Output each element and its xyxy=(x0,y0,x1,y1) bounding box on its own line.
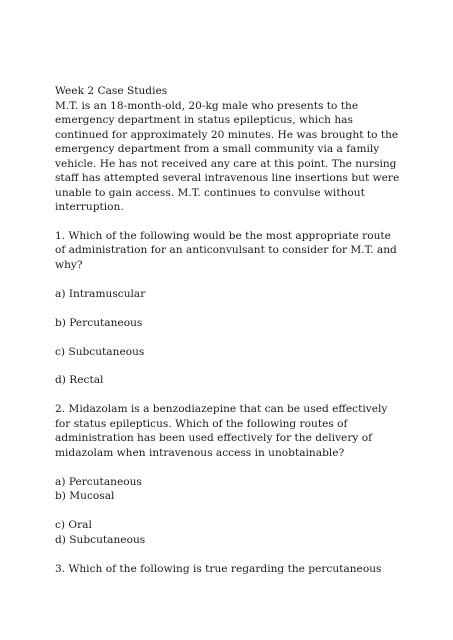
case-line: vehicle. He has not received any care at this point. The nursing xyxy=(55,157,397,170)
answer-option: b) Mucosal xyxy=(55,490,115,503)
answer-option: b) Percutaneous xyxy=(55,316,143,329)
case-line: emergency department from a small community via a family xyxy=(55,143,380,155)
question-2 xyxy=(55,402,435,547)
case-line: continued for approximately 20 minutes. He was brought to the xyxy=(55,128,399,141)
answer-option: c) Subcutaneous xyxy=(55,345,145,358)
question-2-text: administration has been used effectively for the delivery of xyxy=(55,432,373,445)
case-line: unable to gain access. M.T. continues to convulse without xyxy=(55,186,365,199)
question-2-text: midazolam when intravenous access in unobtainable? xyxy=(55,446,345,459)
question-1-text: 1. Which of the following would be the most appropriate route xyxy=(55,229,391,242)
document-title: Week 2 Case Studies xyxy=(55,85,168,97)
case-description xyxy=(55,99,435,215)
question-2-text: for status epilepticus. Which of the following routes of xyxy=(55,417,348,430)
case-line: M.T. is an 18-month-old, 20-kg male who presents to the xyxy=(55,99,359,112)
question-3 xyxy=(55,562,435,577)
question-1-text: of administration for an anticonvulsant to consider for M.T. and xyxy=(55,244,397,257)
answer-option: d) Rectal xyxy=(55,374,104,387)
answer-option: a) Intramuscular xyxy=(55,287,146,300)
question-3-text: 3. Which of the following is true regarding the percutaneous xyxy=(55,562,382,575)
case-line: staff has attempted several intravenous line insertions but were xyxy=(55,172,400,184)
answer-option: c) Oral xyxy=(55,519,92,532)
answer-option: a) Percutaneous xyxy=(55,475,142,488)
question-1-text: why? xyxy=(55,258,83,271)
question-1 xyxy=(55,229,435,388)
case-line: interruption. xyxy=(55,201,124,213)
answer-option: d) Subcutaneous xyxy=(55,533,146,546)
document-page xyxy=(55,84,435,576)
case-line: emergency department in status epilepticus, which has xyxy=(55,114,353,126)
question-2-text: 2. Midazolam is a benzodiazepine that can be used effectively xyxy=(55,403,388,416)
